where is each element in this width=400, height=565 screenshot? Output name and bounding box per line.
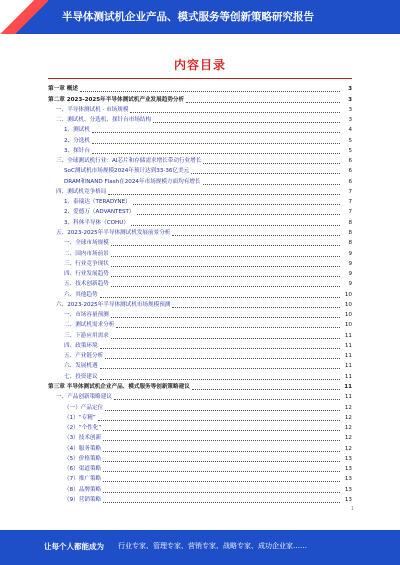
header-logo-stripe [0,0,48,34]
toc-entry-page: 10 [344,301,352,308]
toc-entry-label: 四、行业发展趋势 [64,271,109,278]
toc-leader-dots [191,173,340,174]
toc-entry-page: 13 [344,476,352,483]
toc-entry-label: 一、产品创新策略建议 [56,394,112,401]
toc-entry[interactable] [48,412,352,422]
toc-leader-dots [131,225,340,226]
toc-entry[interactable] [48,340,352,350]
toc-leader-dots [172,235,340,236]
toc-entry-page: 8 [348,229,352,236]
toc-entry-label: 五、技术创新趋势 [64,281,109,288]
toc-entry-label: 三、下游应用需求 [64,332,109,339]
toc-entry[interactable] [48,134,352,144]
toc-entry-page: 9 [348,260,352,267]
toc-entry-label: 五、2023-2025年半导体测试机发展前景分析 [56,229,171,236]
toc-entry[interactable] [48,175,352,185]
toc-entry-label: 五、产业链分析 [64,353,104,360]
report-title: 半导体测试机企业产品、模式服务等创新策略研究报告 [62,11,314,23]
toc-entry[interactable] [48,329,352,339]
toc-entry[interactable] [48,453,352,463]
toc-entry-label: 1、泰瑞达（TERADYNE） [64,199,131,206]
toc-entry-page: 6 [348,168,352,175]
toc-entry[interactable] [48,288,352,298]
toc-entry[interactable] [48,237,352,247]
toc-entry[interactable] [48,83,352,93]
toc-entry-page: 10 [344,312,352,319]
footer-bar [0,530,400,565]
toc-entry-page: 11 [344,373,352,380]
toc-leader-dots [100,368,340,369]
toc-entry-page: 3 [348,96,352,103]
toc-entry-page: 11 [344,383,352,390]
toc-leader-dots [103,430,340,431]
table-of-contents [48,83,352,504]
toc-leader-dots [100,379,340,380]
toc-entry[interactable] [48,206,352,216]
toc-leader-dots [103,471,340,472]
toc-entry-label: （6）渠道策略 [64,466,102,473]
toc-entry[interactable] [48,473,352,483]
toc-entry-page: 12 [344,414,352,421]
toc-entry[interactable] [48,422,352,432]
toc-leader-dots [103,461,340,462]
toc-entry-page: 10 [344,291,352,298]
toc-leader-dots [108,194,340,195]
toc-entry-label: 3、探针台 [64,147,90,154]
toc-entry[interactable] [48,165,352,175]
toc-entry-page: 3 [348,117,352,124]
toc-entry[interactable] [48,381,352,391]
toc-entry-page: 12 [344,435,352,442]
toc-entry-label: 1、测试机 [64,127,90,134]
toc-entry-page: 11 [344,332,352,339]
toc-entry-label: 六、2023-2025年半导体测试机市场规模预测 [56,301,171,308]
toc-entry[interactable] [48,268,352,278]
toc-entry-label: 2、分选机 [64,137,90,144]
toc-entry-page: 7 [348,188,352,195]
toc-entry[interactable] [48,145,352,155]
toc-leader-dots [92,153,340,154]
toc-entry-page: 8 [348,219,352,226]
toc-entry-page: 10 [344,322,352,329]
toc-entry[interactable] [48,196,352,206]
toc-entry-page: 7 [348,209,352,216]
toc-entry[interactable] [48,299,352,309]
toc-leader-dots [111,266,340,267]
toc-entry-page: 13 [344,455,352,462]
toc-entry-page: 7 [348,199,352,206]
toc-entry-label: 六、发展机遇 [64,363,98,370]
toc-entry[interactable] [48,247,352,257]
toc-leader-dots [111,245,340,246]
toc-leader-dots [114,399,340,400]
toc-entry-page: 13 [344,486,352,493]
toc-entry-page: 11 [344,353,352,360]
toc-entry-label: DRAM和NAND Flash在2024年市场规模方面均有增长 [64,178,201,185]
toc-leader-dots [153,122,340,123]
toc-entry-label: 一、全球市场规模 [64,240,109,247]
toc-leader-dots [103,502,340,503]
toc-entry[interactable] [48,278,352,288]
toc-leader-dots [100,348,340,349]
toc-heading-divider [48,78,352,79]
toc-entry[interactable] [48,309,352,319]
toc-entry[interactable] [48,186,352,196]
toc-entry-label: （3）技术创新 [64,435,102,442]
toc-entry-label: （1）“专精” [64,414,96,421]
toc-leader-dots [186,102,340,103]
toc-entry-page: 9 [348,271,352,278]
toc-entry[interactable] [48,319,352,329]
toc-leader-dots [111,276,340,277]
toc-entry-label: 四、测试机竞争格局 [56,188,107,195]
toc-leader-dots [100,297,340,298]
toc-entry[interactable] [48,391,352,401]
toc-entry[interactable] [48,104,352,114]
toc-leader-dots [203,163,340,164]
toc-leader-dots [92,132,340,133]
page-number: 1 [350,506,354,512]
toc-leader-dots [133,204,340,205]
toc-leader-dots [103,492,340,493]
toc-entry[interactable] [48,432,352,442]
toc-leader-dots [103,440,340,441]
toc-entry-label: 第一章 概述 [48,86,78,93]
toc-entry[interactable] [48,370,352,380]
toc-entry-page: 13 [344,496,352,503]
toc-entry-label: 三、行业竞争现状 [64,260,109,267]
toc-entry-page: 11 [344,342,352,349]
toc-entry-page: 13 [344,466,352,473]
toc-leader-dots [98,420,340,421]
toc-entry-label: 2、爱德万（ADVANTEST） [64,209,135,216]
toc-entry-label: （2）“个性化” [64,425,102,432]
toc-entry-page: 3 [348,106,352,113]
toc-entry[interactable] [48,124,352,134]
toc-leader-dots [111,338,340,339]
toc-entry[interactable] [48,463,352,473]
toc-entry[interactable] [48,114,352,124]
toc-entry-page: 5 [348,137,352,144]
toc-entry[interactable] [48,93,352,103]
toc-entry-label: 二、测试机需求分析 [64,322,115,329]
toc-entry-label: （一）产品定位 [64,404,104,411]
toc-entry-page: 12 [344,404,352,411]
toc-entry[interactable] [48,360,352,370]
toc-entry-label: （5）价格策略 [64,455,102,462]
toc-entry-label: （4）服务策略 [64,445,102,452]
toc-entry-label: （9）营销策略 [64,496,102,503]
toc-entry[interactable] [48,258,352,268]
toc-entry[interactable] [48,442,352,452]
toc-entry[interactable] [48,350,352,360]
toc-leader-dots [105,358,340,359]
toc-entry-label: 四、政策环境 [64,342,98,349]
toc-entry-page: 6 [348,158,352,165]
toc-leader-dots [105,410,340,411]
toc-entry-label: （7）推广策略 [64,476,102,483]
toc-entry-label: 一、半导体测试机 · 市场规模 [56,106,129,113]
toc-entry-label: SoC测试机市场规模2024年预计达到33-36亿美元 [64,168,190,175]
toc-entry-label: 第二章 2023-2025年半导体测试机产业发展趋势分析 [48,96,185,103]
toc-entry[interactable] [48,216,352,226]
toc-entry-page: 9 [348,250,352,257]
toc-entry-label: 六、其他趋势 [64,291,98,298]
toc-entry-page: 12 [344,425,352,432]
toc-entry-page: 9 [348,281,352,288]
toc-entry-label: 二、测试机、分选机、探针台市场结构 [56,117,152,124]
report-header-bar [0,0,400,34]
toc-entry[interactable] [48,483,352,493]
toc-entry-label: 七、投资建议 [64,373,98,380]
toc-leader-dots [111,286,340,287]
toc-entry-page: 11 [344,363,352,370]
toc-leader-dots [203,184,340,185]
toc-entry-page: 5 [348,147,352,154]
toc-entry-label: 二、国内市场前景 [64,250,109,257]
toc-entry[interactable] [48,155,352,165]
toc-leader-dots [103,451,340,452]
toc-entry-label: 3、科休半导体（COHU） [64,219,129,226]
toc-entry-page: 12 [344,445,352,452]
toc-leader-dots [137,214,340,215]
toc-leader-dots [172,307,340,308]
toc-entry-label: 一、市场容量预测 [64,312,109,319]
toc-entry-page: 3 [348,86,352,93]
footer-slogan-roles: 行业专家、管理专家、营销专家、战略专家、成功企业家…… [118,542,307,550]
toc-leader-dots [130,112,340,113]
toc-entry[interactable] [48,401,352,411]
toc-leader-dots [80,91,340,92]
toc-entry-label: 第三章 半导体测试机企业产品、模式服务等创新策略建议 [48,383,190,390]
toc-leader-dots [116,327,340,328]
toc-entry-label: （8）品牌策略 [64,486,102,493]
toc-leader-dots [111,317,340,318]
toc-entry[interactable] [48,494,352,504]
toc-entry-page: 8 [348,240,352,247]
toc-leader-dots [192,389,340,390]
footer-slogan-lead: 让每个人都能成为 [44,542,104,551]
toc-entry-page: 4 [348,127,352,134]
toc-entry-page: 6 [348,178,352,185]
toc-leader-dots [103,481,340,482]
toc-leader-dots [111,256,340,257]
toc-entry-label: 三、全球测试机行业：AI芯片和存储需求增长带动行业增长 [56,158,202,165]
toc-leader-dots [92,143,340,144]
toc-entry-page: 11 [344,394,352,401]
toc-entry[interactable] [48,227,352,237]
toc-heading: 内容目录 [173,58,226,72]
